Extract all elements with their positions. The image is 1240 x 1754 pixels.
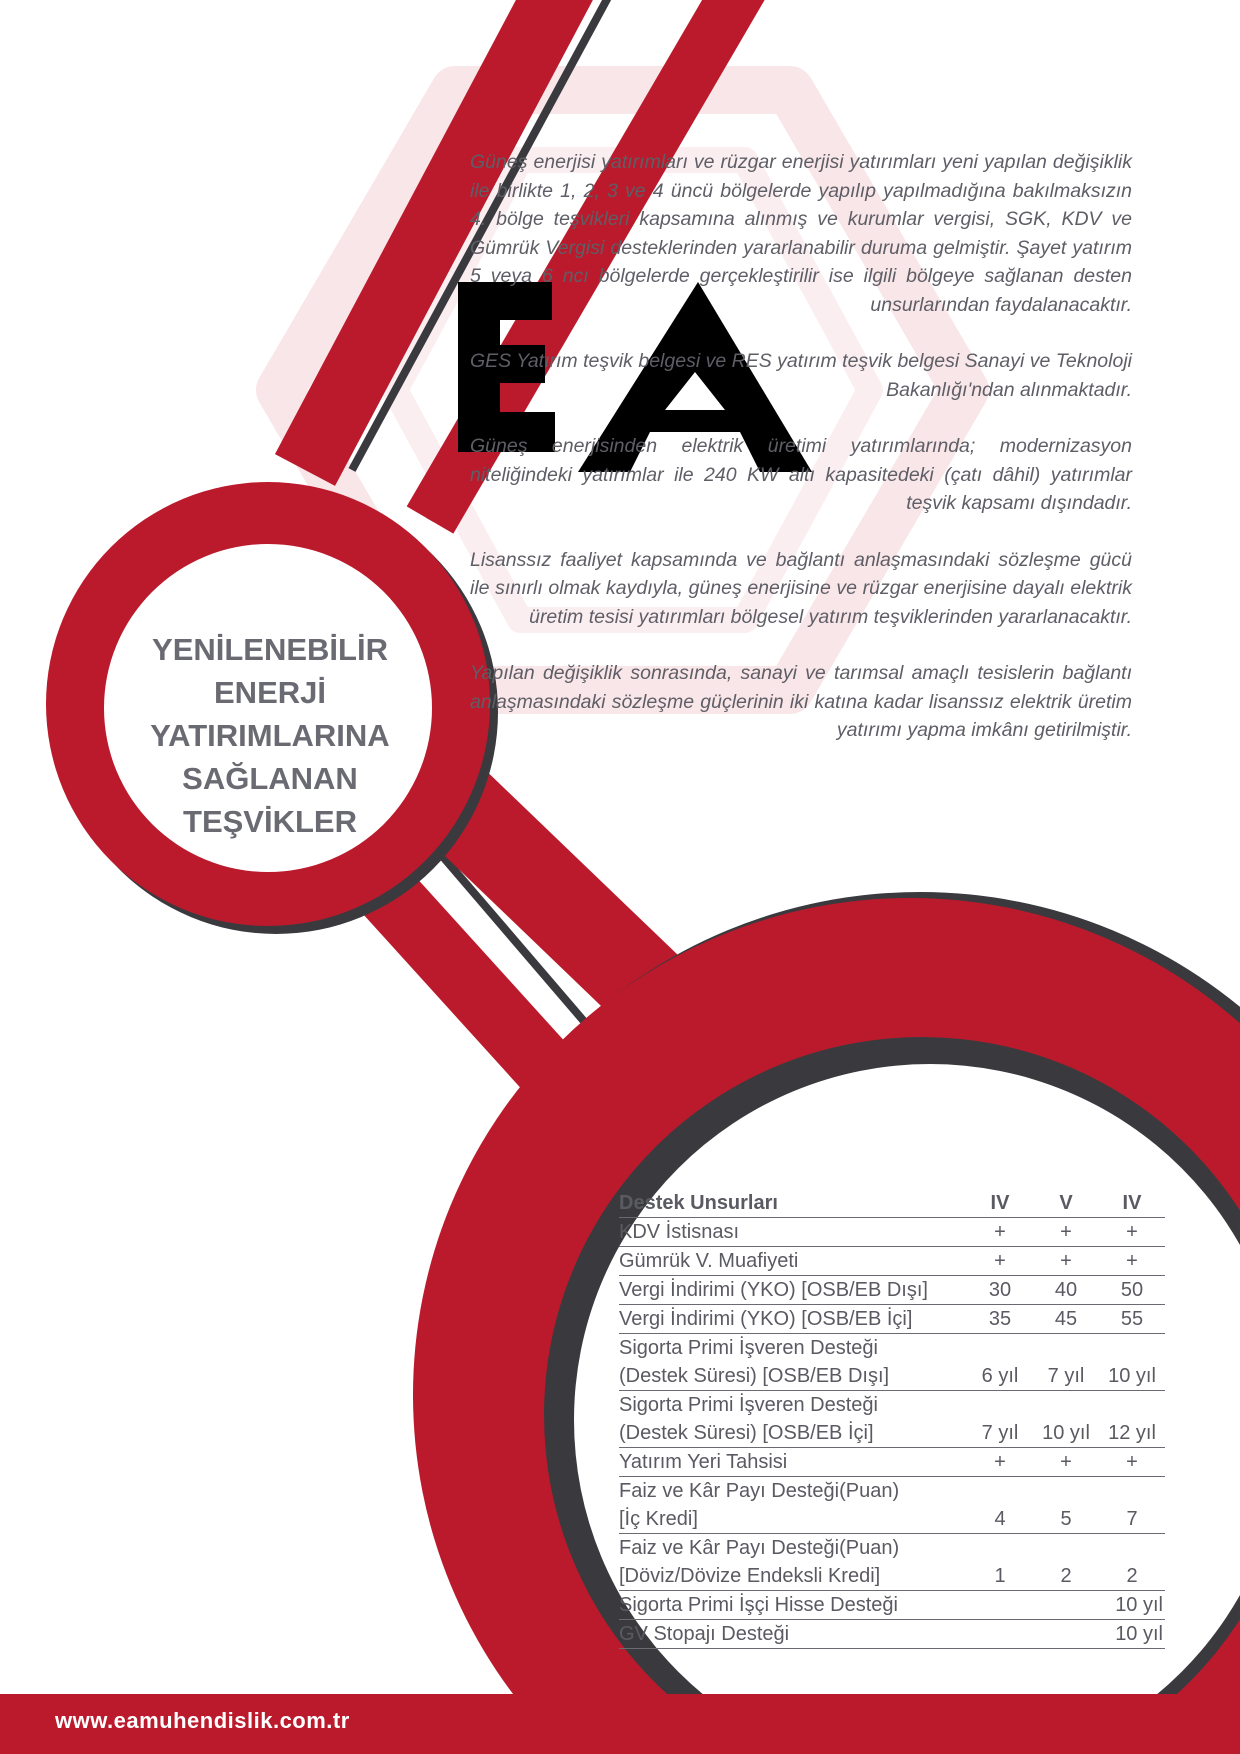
cell: 50 <box>1120 1279 1144 1301</box>
paragraph-4: Lisanssız faaliyet kapsamında ve bağlantı anlaşmasındaki sözleşme gücü ile sınırlı olmak kaydıyla, güneş enerjisine ve rüzgar enerjisine dayalı elektrik üretim tesisi yatırımları bölgesel yatırım teşviklerinden yararlanacaktır. <box>470 548 1132 628</box>
cell: 10 yıl <box>1042 1422 1090 1444</box>
cell: 10 yıl <box>1108 1365 1156 1387</box>
row-label-line: Faiz ve Kâr Payı Desteği(Puan) <box>619 1480 900 1502</box>
cell: + <box>1060 1451 1072 1473</box>
cell: + <box>1060 1221 1072 1243</box>
row-label-line: [Döviz/Dövize Endeksli Kredi] <box>619 1565 881 1587</box>
row-label: GV Stopajı Desteği <box>619 1623 790 1645</box>
table-row <box>619 1276 1165 1305</box>
header-col-2: V <box>1059 1192 1073 1214</box>
table-row <box>619 1620 1165 1649</box>
table-row <box>619 1591 1165 1620</box>
paragraph-5: Yapılan değişiklik sonrasında, sanayi ve tarımsal amaçlı tesislerin bağlantı anlaşmasındaki sözleşme güçlerinin iki katına kadar lisanssız elektrik üretim yatırımı yapma imkânı getirilmiştir. <box>470 662 1132 741</box>
table-row <box>619 1305 1165 1334</box>
cell: + <box>994 1250 1006 1272</box>
title-line: TEŞVİKLER <box>183 804 357 839</box>
header-label: Destek Unsurları <box>619 1192 778 1214</box>
cell: + <box>1126 1250 1138 1272</box>
row-label: KDV İstisnası <box>619 1221 740 1243</box>
title-line: YENİLENEBİLİR <box>152 632 388 667</box>
cell: + <box>1126 1221 1138 1243</box>
cell: + <box>1060 1250 1072 1272</box>
header-col-1: IV <box>990 1192 1010 1214</box>
row-label-line: Sigorta Primi İşveren Desteği <box>619 1394 878 1416</box>
row-label-line: (Destek Süresi) [OSB/EB Dışı] <box>619 1365 890 1387</box>
table-row <box>619 1477 1165 1534</box>
page-title <box>110 628 430 843</box>
website-link[interactable]: www.eamuhendislik.com.tr <box>55 1708 350 1733</box>
row-label-line: Faiz ve Kâr Payı Desteği(Puan) <box>619 1537 900 1559</box>
description-text <box>470 148 1132 773</box>
table-row <box>619 1534 1165 1591</box>
paragraph-1: Güneş enerjisi yatırımları ve rüzgar enerjisi yatırımları yeni yapılan değişiklik ile birlikte 1, 2, 3 ve 4 üncü bölgelerde yapılıp yapılmadığına bakılmaksızın 4. bölge teşvikleri kapsamına alınmış ve kurumlar vergisi, SGK, KDV ve Gümrük Vergisi desteklerinden yararlanabilir duruma gelmiştir. Şayet yatırım 5 veya 6 ncı bölgelerde gerçekleştirilir ise ilgili bölgeye sağlanan desten unsurlarından faydalanacaktır. <box>470 151 1132 316</box>
cell: 2 <box>1126 1565 1138 1587</box>
cell: 55 <box>1120 1308 1144 1330</box>
header-col-3: IV <box>1122 1192 1142 1214</box>
cell: 45 <box>1054 1308 1078 1330</box>
title-line: YATIRIMLARINA <box>150 718 390 753</box>
cell: 1 <box>994 1565 1006 1587</box>
cell: 6 yıl <box>981 1365 1019 1387</box>
row-label <box>619 1534 967 1590</box>
row-label: Vergi İndirimi (YKO) [OSB/EB İçi] <box>619 1308 913 1330</box>
table-row <box>619 1334 1165 1391</box>
row-label: Gümrük V. Muafiyeti <box>619 1250 799 1272</box>
cell: 35 <box>988 1308 1012 1330</box>
cell: 4 <box>994 1508 1006 1530</box>
row-label <box>619 1477 967 1533</box>
table-row <box>619 1247 1165 1276</box>
paragraph-3: Güneş enerjisinden elektrik üretimi yatırımlarında; modernizasyon niteliğindeki yatırımlar ile 240 KW altı kapasitedeki (çatı dâhil) yatırımlar teşvik kapsamı dışındadır. <box>470 435 1132 514</box>
table-row <box>619 1448 1165 1477</box>
cell: 40 <box>1054 1279 1078 1301</box>
cell: 2 <box>1060 1565 1072 1587</box>
title-line: ENERJİ <box>214 675 326 710</box>
row-label-line: (Destek Süresi) [OSB/EB İçi] <box>619 1422 874 1444</box>
row-label <box>619 1391 967 1447</box>
cell: 7 <box>1126 1508 1138 1530</box>
paragraph-2: GES Yatırım teşvik belgesi ve RES yatırım teşvik belgesi Sanayi ve Teknoloji Bakanlığı'ndan alınmaktadır. <box>470 350 1132 401</box>
cell: 10 yıl <box>1115 1623 1163 1645</box>
title-line: SAĞLANAN <box>182 761 358 796</box>
row-label: Yatırım Yeri Tahsisi <box>619 1451 788 1473</box>
row-label-line: Sigorta Primi İşveren Desteği <box>619 1337 878 1359</box>
cell: 10 yıl <box>1115 1594 1163 1616</box>
cell: + <box>1126 1451 1138 1473</box>
row-label <box>619 1334 967 1390</box>
table-row <box>619 1218 1165 1247</box>
cell: + <box>994 1221 1006 1243</box>
cell: 5 <box>1060 1508 1072 1530</box>
cell: 30 <box>988 1279 1012 1301</box>
table-header <box>619 1189 1165 1218</box>
footer-bar <box>0 1694 1240 1754</box>
row-label: Sigorta Primi İşçi Hisse Desteği <box>619 1594 898 1616</box>
cell: 7 yıl <box>981 1422 1019 1444</box>
cell: 12 yıl <box>1108 1422 1156 1444</box>
row-label: Vergi İndirimi (YKO) [OSB/EB Dışı] <box>619 1279 928 1301</box>
row-label-line: [İç Kredi] <box>619 1508 698 1530</box>
cell: 7 yıl <box>1047 1365 1085 1387</box>
table-row <box>619 1391 1165 1448</box>
support-table <box>619 1189 1165 1649</box>
cell: + <box>994 1451 1006 1473</box>
